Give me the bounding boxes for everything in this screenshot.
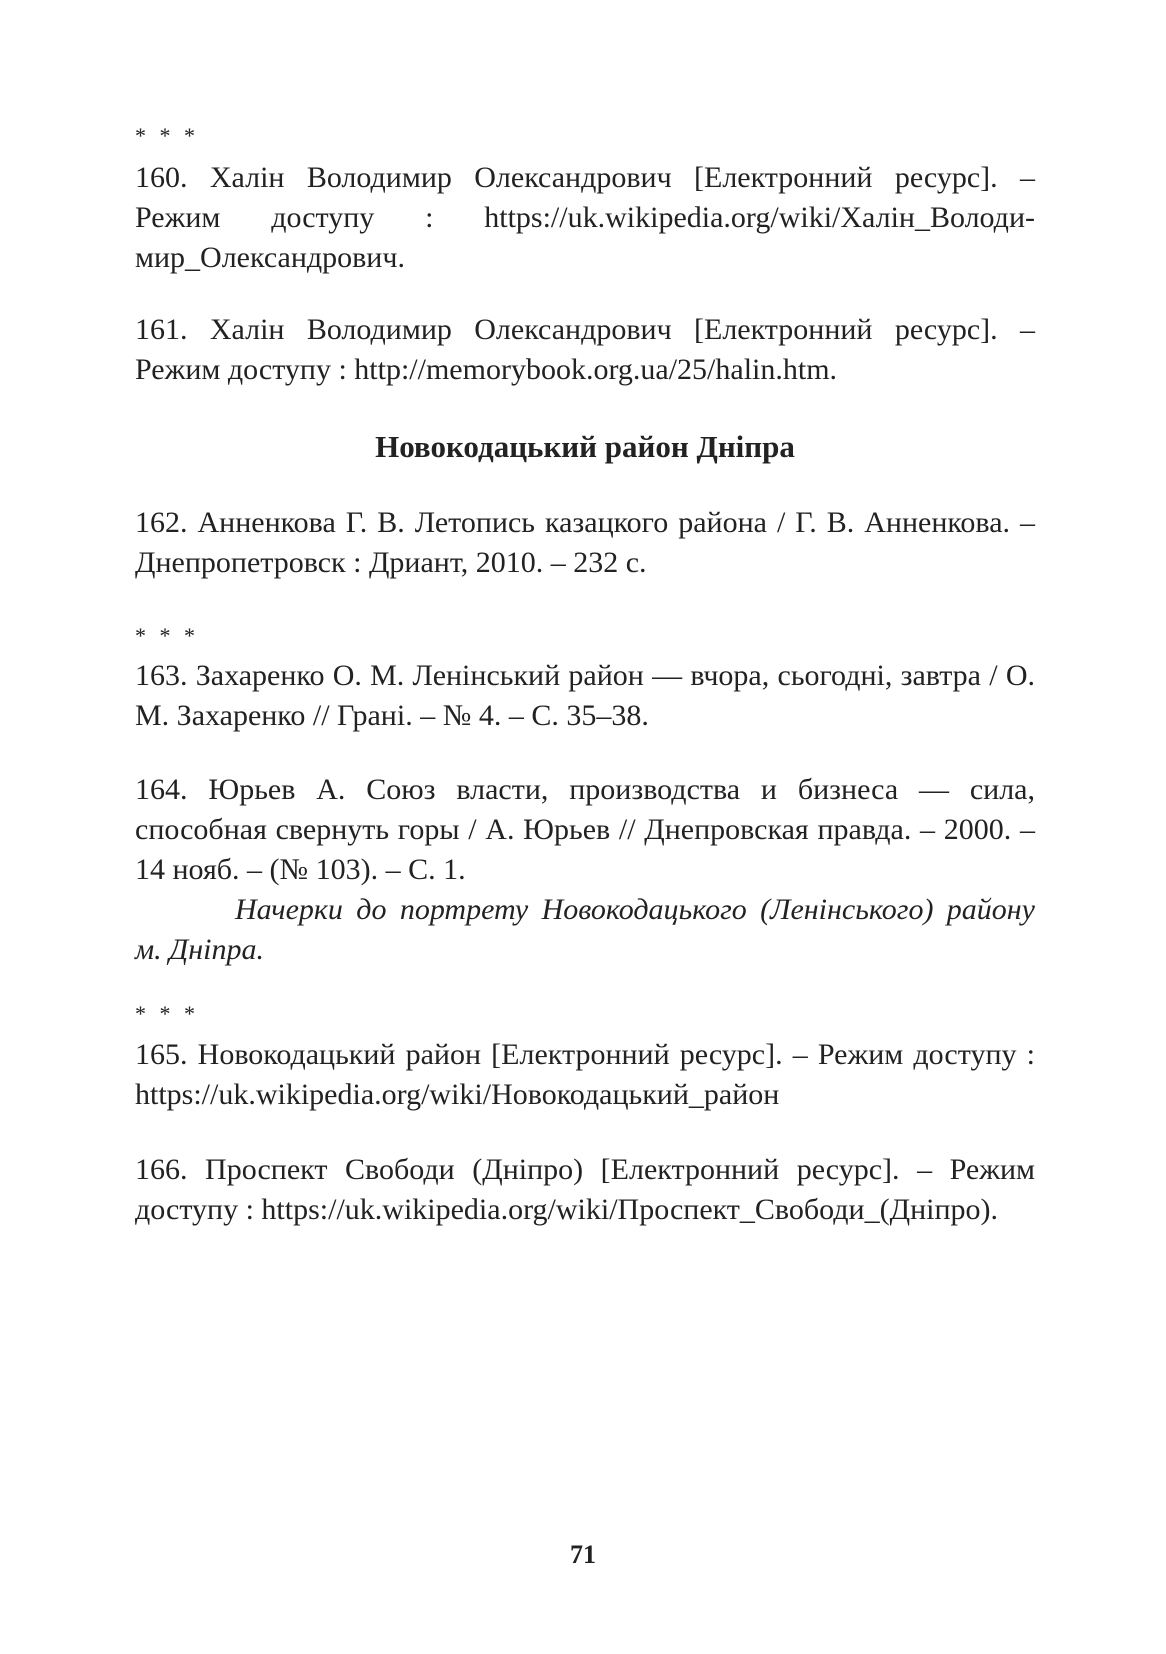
bibliography-entry-163: 163. Захаренко О. М. Ленінський район — вчора, сьогодні, завтра / О. М. Захаренко // Грані. – № 4. – С. 35–38. [135, 659, 1035, 732]
bibliography-entry-160: 160. Халін Володимир Олександрович [Електронний ресурс]. – Режим доступу : https://uk.wikipedia.org/wiki/Халін_Володи-мир_Олександрович. [135, 161, 1035, 274]
separator-stars: * * * [135, 623, 199, 648]
section-heading: Новокодацький район Дніпра [375, 429, 795, 464]
page-number: 71 [570, 1540, 596, 1569]
separator-stars: * * * [135, 123, 199, 148]
bibliography-entry-166: 166. Проспект Свободи (Дніпро) [Електронний ресурс]. – Режим доступу : https://uk.wikipedia.org/wiki/Проспект_Свободи_(Дніпро). [135, 1153, 1035, 1226]
entry-164-note: Начерки до портрету Новокодацького (Ленінського) району м. Дніпра. [135, 893, 1035, 966]
bibliography-entry-161: 161. Халін Володимир Олександрович [Електронний ресурс]. – Режим доступу : http://memorybook.org.ua/25/halin.htm. [135, 313, 1035, 386]
separator-stars: * * * [135, 1001, 199, 1026]
entry-164-text: 164. Юрьев А. Союз власти, производства и бизнеса — сила, способная свернуть горы / А. Юрьев // Днепровская правда. – 2000. – 14 нояб. – (№ 103). – С. 1. [135, 773, 1035, 886]
bibliography-entry-164 [135, 770, 1035, 970]
bibliography-entry-165: 165. Новокодацький район [Електронний ресурс]. – Режим доступу : https://uk.wikipedia.org/wiki/Новокодацький_район [135, 1038, 1035, 1111]
bibliography-entry-162: 162. Анненкова Г. В. Летопись казацкого района / Г. В. Анненкова. – Днепропетровск : Дриант, 2010. – 232 с. [135, 506, 1035, 579]
